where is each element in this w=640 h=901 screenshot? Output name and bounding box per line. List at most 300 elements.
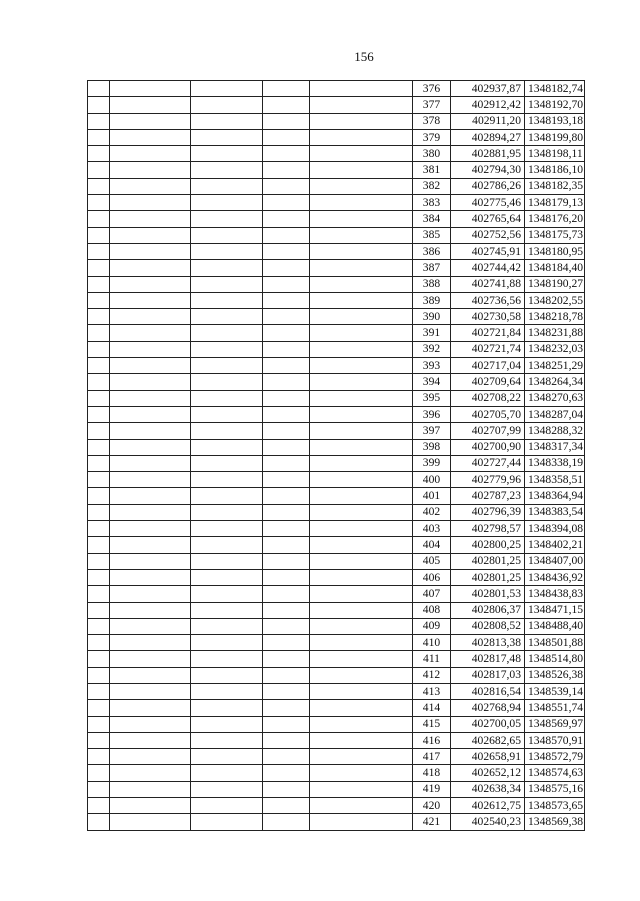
blank-cell-1 (88, 341, 110, 357)
blank-cell-1 (88, 814, 110, 830)
blank-cell-4 (263, 635, 310, 651)
blank-cell-5 (310, 700, 413, 716)
table-row (88, 162, 585, 178)
blank-cell-3 (191, 406, 263, 422)
blank-cell-4 (263, 586, 310, 602)
blank-cell-1 (88, 81, 110, 97)
blank-cell-4 (263, 292, 310, 308)
table-body (88, 81, 585, 831)
blank-cell-5 (310, 635, 413, 651)
blank-cell-4 (263, 521, 310, 537)
blank-cell-2 (110, 358, 191, 374)
table-row (88, 113, 585, 129)
x-coordinate-cell: 402721,84 (451, 325, 525, 341)
blank-cell-4 (263, 716, 310, 732)
blank-cell-2 (110, 81, 191, 97)
point-number-cell: 410 (413, 635, 451, 651)
y-coordinate-cell: 1348436,92 (525, 569, 585, 585)
y-coordinate-cell: 1348501,88 (525, 635, 585, 651)
point-number-cell: 393 (413, 358, 451, 374)
blank-cell-1 (88, 732, 110, 748)
blank-cell-1 (88, 276, 110, 292)
blank-cell-2 (110, 618, 191, 634)
blank-cell-4 (263, 325, 310, 341)
x-coordinate-cell: 402765,64 (451, 211, 525, 227)
blank-cell-2 (110, 569, 191, 585)
blank-cell-4 (263, 390, 310, 406)
y-coordinate-cell: 1348186,10 (525, 162, 585, 178)
x-coordinate-cell: 402801,25 (451, 553, 525, 569)
table-row (88, 781, 585, 797)
point-number-cell: 392 (413, 341, 451, 357)
table-row (88, 243, 585, 259)
point-number-cell: 378 (413, 113, 451, 129)
blank-cell-3 (191, 439, 263, 455)
blank-cell-4 (263, 569, 310, 585)
point-number-cell: 400 (413, 472, 451, 488)
x-coordinate-cell: 402801,53 (451, 586, 525, 602)
table-row (88, 472, 585, 488)
table-row (88, 798, 585, 814)
y-coordinate-cell: 1348288,32 (525, 423, 585, 439)
x-coordinate-cell: 402937,87 (451, 81, 525, 97)
blank-cell-2 (110, 162, 191, 178)
blank-cell-3 (191, 358, 263, 374)
x-coordinate-cell: 402736,56 (451, 292, 525, 308)
blank-cell-5 (310, 292, 413, 308)
blank-cell-5 (310, 765, 413, 781)
point-number-cell: 416 (413, 732, 451, 748)
blank-cell-1 (88, 618, 110, 634)
blank-cell-4 (263, 162, 310, 178)
blank-cell-3 (191, 97, 263, 113)
blank-cell-3 (191, 243, 263, 259)
point-number-cell: 380 (413, 146, 451, 162)
table-row (88, 390, 585, 406)
point-number-cell: 384 (413, 211, 451, 227)
blank-cell-2 (110, 309, 191, 325)
y-coordinate-cell: 1348488,40 (525, 618, 585, 634)
blank-cell-3 (191, 749, 263, 765)
table-row (88, 569, 585, 585)
blank-cell-1 (88, 586, 110, 602)
blank-cell-5 (310, 798, 413, 814)
blank-cell-5 (310, 716, 413, 732)
blank-cell-5 (310, 423, 413, 439)
y-coordinate-cell: 1348574,63 (525, 765, 585, 781)
blank-cell-3 (191, 129, 263, 145)
blank-cell-4 (263, 178, 310, 194)
y-coordinate-cell: 1348180,95 (525, 243, 585, 259)
table-row (88, 618, 585, 634)
x-coordinate-cell: 402786,26 (451, 178, 525, 194)
x-coordinate-cell: 402721,74 (451, 341, 525, 357)
blank-cell-2 (110, 781, 191, 797)
blank-cell-1 (88, 781, 110, 797)
x-coordinate-cell: 402768,94 (451, 700, 525, 716)
y-coordinate-cell: 1348175,73 (525, 227, 585, 243)
blank-cell-3 (191, 374, 263, 390)
blank-cell-4 (263, 243, 310, 259)
blank-cell-4 (263, 537, 310, 553)
point-number-cell: 406 (413, 569, 451, 585)
blank-cell-5 (310, 586, 413, 602)
point-number-cell: 385 (413, 227, 451, 243)
blank-cell-3 (191, 569, 263, 585)
x-coordinate-cell: 402705,70 (451, 406, 525, 422)
point-number-cell: 394 (413, 374, 451, 390)
point-number-cell: 397 (413, 423, 451, 439)
blank-cell-3 (191, 260, 263, 276)
table-row (88, 423, 585, 439)
blank-cell-4 (263, 406, 310, 422)
blank-cell-1 (88, 635, 110, 651)
y-coordinate-cell: 1348551,74 (525, 700, 585, 716)
blank-cell-2 (110, 667, 191, 683)
blank-cell-4 (263, 260, 310, 276)
point-number-cell: 418 (413, 765, 451, 781)
table-row (88, 341, 585, 357)
y-coordinate-cell: 1348232,03 (525, 341, 585, 357)
y-coordinate-cell: 1348251,29 (525, 358, 585, 374)
blank-cell-3 (191, 683, 263, 699)
table-row (88, 814, 585, 830)
blank-cell-4 (263, 814, 310, 830)
point-number-cell: 403 (413, 521, 451, 537)
y-coordinate-cell: 1348394,08 (525, 521, 585, 537)
blank-cell-2 (110, 146, 191, 162)
blank-cell-3 (191, 162, 263, 178)
blank-cell-3 (191, 700, 263, 716)
blank-cell-2 (110, 341, 191, 357)
y-coordinate-cell: 1348270,63 (525, 390, 585, 406)
blank-cell-3 (191, 292, 263, 308)
table-row (88, 700, 585, 716)
blank-cell-1 (88, 390, 110, 406)
point-number-cell: 404 (413, 537, 451, 553)
point-number-cell: 386 (413, 243, 451, 259)
x-coordinate-cell: 402727,44 (451, 455, 525, 471)
blank-cell-1 (88, 472, 110, 488)
y-coordinate-cell: 1348198,11 (525, 146, 585, 162)
blank-cell-5 (310, 569, 413, 585)
blank-cell-1 (88, 553, 110, 569)
blank-cell-5 (310, 358, 413, 374)
x-coordinate-cell: 402717,04 (451, 358, 525, 374)
blank-cell-4 (263, 683, 310, 699)
point-number-cell: 398 (413, 439, 451, 455)
table-row (88, 276, 585, 292)
y-coordinate-cell: 1348176,20 (525, 211, 585, 227)
table-row (88, 374, 585, 390)
x-coordinate-cell: 402808,52 (451, 618, 525, 634)
blank-cell-4 (263, 455, 310, 471)
blank-cell-2 (110, 765, 191, 781)
x-coordinate-cell: 402894,27 (451, 129, 525, 145)
x-coordinate-cell: 402752,56 (451, 227, 525, 243)
y-coordinate-cell: 1348190,27 (525, 276, 585, 292)
blank-cell-1 (88, 325, 110, 341)
blank-cell-3 (191, 521, 263, 537)
blank-cell-3 (191, 765, 263, 781)
y-coordinate-cell: 1348514,80 (525, 651, 585, 667)
blank-cell-4 (263, 618, 310, 634)
blank-cell-4 (263, 504, 310, 520)
table-row (88, 749, 585, 765)
blank-cell-1 (88, 602, 110, 618)
point-number-cell: 414 (413, 700, 451, 716)
blank-cell-3 (191, 455, 263, 471)
x-coordinate-cell: 402911,20 (451, 113, 525, 129)
table-row (88, 358, 585, 374)
blank-cell-1 (88, 129, 110, 145)
point-number-cell: 396 (413, 406, 451, 422)
blank-cell-4 (263, 195, 310, 211)
blank-cell-2 (110, 537, 191, 553)
x-coordinate-cell: 402800,25 (451, 537, 525, 553)
blank-cell-4 (263, 309, 310, 325)
blank-cell-1 (88, 260, 110, 276)
blank-cell-5 (310, 618, 413, 634)
blank-cell-5 (310, 651, 413, 667)
blank-cell-1 (88, 798, 110, 814)
blank-cell-5 (310, 211, 413, 227)
point-number-cell: 412 (413, 667, 451, 683)
blank-cell-3 (191, 309, 263, 325)
blank-cell-4 (263, 423, 310, 439)
blank-cell-1 (88, 488, 110, 504)
point-number-cell: 402 (413, 504, 451, 520)
blank-cell-1 (88, 651, 110, 667)
x-coordinate-cell: 402741,88 (451, 276, 525, 292)
blank-cell-1 (88, 227, 110, 243)
table-row (88, 651, 585, 667)
blank-cell-3 (191, 781, 263, 797)
y-coordinate-cell: 1348182,74 (525, 81, 585, 97)
blank-cell-5 (310, 406, 413, 422)
y-coordinate-cell: 1348402,21 (525, 537, 585, 553)
table-row (88, 537, 585, 553)
blank-cell-5 (310, 667, 413, 683)
table-row (88, 260, 585, 276)
y-coordinate-cell: 1348358,51 (525, 472, 585, 488)
blank-cell-5 (310, 488, 413, 504)
table-row (88, 488, 585, 504)
blank-cell-2 (110, 406, 191, 422)
blank-cell-5 (310, 749, 413, 765)
point-number-cell: 413 (413, 683, 451, 699)
y-coordinate-cell: 1348218,78 (525, 309, 585, 325)
x-coordinate-cell: 402709,64 (451, 374, 525, 390)
blank-cell-3 (191, 553, 263, 569)
blank-cell-1 (88, 309, 110, 325)
point-number-cell: 415 (413, 716, 451, 732)
blank-cell-2 (110, 211, 191, 227)
point-number-cell: 407 (413, 586, 451, 602)
table-row (88, 553, 585, 569)
point-number-cell: 391 (413, 325, 451, 341)
blank-cell-3 (191, 814, 263, 830)
blank-cell-5 (310, 309, 413, 325)
table-row (88, 178, 585, 194)
blank-cell-4 (263, 341, 310, 357)
table-row (88, 635, 585, 651)
blank-cell-4 (263, 113, 310, 129)
x-coordinate-cell: 402801,25 (451, 569, 525, 585)
blank-cell-2 (110, 97, 191, 113)
x-coordinate-cell: 402652,12 (451, 765, 525, 781)
blank-cell-4 (263, 602, 310, 618)
blank-cell-1 (88, 683, 110, 699)
blank-cell-3 (191, 732, 263, 748)
x-coordinate-cell: 402796,39 (451, 504, 525, 520)
blank-cell-2 (110, 390, 191, 406)
point-number-cell: 411 (413, 651, 451, 667)
y-coordinate-cell: 1348407,00 (525, 553, 585, 569)
blank-cell-5 (310, 325, 413, 341)
blank-cell-3 (191, 325, 263, 341)
y-coordinate-cell: 1348526,38 (525, 667, 585, 683)
blank-cell-5 (310, 472, 413, 488)
x-coordinate-cell: 402708,22 (451, 390, 525, 406)
blank-cell-4 (263, 227, 310, 243)
table-row (88, 439, 585, 455)
blank-cell-5 (310, 243, 413, 259)
table-row (88, 683, 585, 699)
y-coordinate-cell: 1348539,14 (525, 683, 585, 699)
table-row (88, 325, 585, 341)
y-coordinate-cell: 1348572,79 (525, 749, 585, 765)
blank-cell-4 (263, 765, 310, 781)
blank-cell-1 (88, 358, 110, 374)
blank-cell-2 (110, 439, 191, 455)
y-coordinate-cell: 1348569,97 (525, 716, 585, 732)
x-coordinate-cell: 402817,48 (451, 651, 525, 667)
table-row (88, 602, 585, 618)
blank-cell-1 (88, 765, 110, 781)
y-coordinate-cell: 1348193,18 (525, 113, 585, 129)
y-coordinate-cell: 1348570,91 (525, 732, 585, 748)
blank-cell-2 (110, 292, 191, 308)
x-coordinate-cell: 402813,38 (451, 635, 525, 651)
point-number-cell: 399 (413, 455, 451, 471)
x-coordinate-cell: 402779,96 (451, 472, 525, 488)
point-number-cell: 419 (413, 781, 451, 797)
x-coordinate-cell: 402745,91 (451, 243, 525, 259)
point-number-cell: 388 (413, 276, 451, 292)
blank-cell-5 (310, 162, 413, 178)
point-number-cell: 401 (413, 488, 451, 504)
blank-cell-1 (88, 716, 110, 732)
y-coordinate-cell: 1348317,34 (525, 439, 585, 455)
x-coordinate-cell: 402540,23 (451, 814, 525, 830)
table-row (88, 521, 585, 537)
point-number-cell: 390 (413, 309, 451, 325)
blank-cell-3 (191, 602, 263, 618)
blank-cell-3 (191, 146, 263, 162)
blank-cell-4 (263, 81, 310, 97)
point-number-cell: 377 (413, 97, 451, 113)
table-row (88, 292, 585, 308)
x-coordinate-cell: 402707,99 (451, 423, 525, 439)
y-coordinate-cell: 1348575,16 (525, 781, 585, 797)
y-coordinate-cell: 1348184,40 (525, 260, 585, 276)
x-coordinate-cell: 402775,46 (451, 195, 525, 211)
blank-cell-4 (263, 129, 310, 145)
blank-cell-3 (191, 667, 263, 683)
blank-cell-3 (191, 390, 263, 406)
y-coordinate-cell: 1348438,83 (525, 586, 585, 602)
blank-cell-3 (191, 423, 263, 439)
blank-cell-2 (110, 374, 191, 390)
blank-cell-3 (191, 178, 263, 194)
point-number-cell: 417 (413, 749, 451, 765)
blank-cell-4 (263, 749, 310, 765)
blank-cell-1 (88, 504, 110, 520)
blank-cell-4 (263, 798, 310, 814)
blank-cell-5 (310, 781, 413, 797)
blank-cell-1 (88, 97, 110, 113)
blank-cell-1 (88, 292, 110, 308)
blank-cell-1 (88, 455, 110, 471)
blank-cell-2 (110, 814, 191, 830)
blank-cell-3 (191, 195, 263, 211)
page-number: 156 (354, 49, 374, 64)
blank-cell-3 (191, 341, 263, 357)
table-row (88, 195, 585, 211)
coordinates-table-container (87, 80, 585, 831)
y-coordinate-cell: 1348471,15 (525, 602, 585, 618)
x-coordinate-cell: 402817,03 (451, 667, 525, 683)
blank-cell-5 (310, 814, 413, 830)
blank-cell-4 (263, 211, 310, 227)
blank-cell-3 (191, 472, 263, 488)
table-row (88, 504, 585, 520)
blank-cell-5 (310, 97, 413, 113)
blank-cell-4 (263, 358, 310, 374)
blank-cell-3 (191, 635, 263, 651)
blank-cell-4 (263, 553, 310, 569)
x-coordinate-cell: 402794,30 (451, 162, 525, 178)
blank-cell-2 (110, 455, 191, 471)
blank-cell-5 (310, 178, 413, 194)
blank-cell-1 (88, 195, 110, 211)
y-coordinate-cell: 1348199,80 (525, 129, 585, 145)
point-number-cell: 408 (413, 602, 451, 618)
blank-cell-3 (191, 488, 263, 504)
blank-cell-3 (191, 716, 263, 732)
blank-cell-5 (310, 129, 413, 145)
blank-cell-4 (263, 732, 310, 748)
table-row (88, 81, 585, 97)
point-number-cell: 387 (413, 260, 451, 276)
table-row (88, 732, 585, 748)
y-coordinate-cell: 1348182,35 (525, 178, 585, 194)
blank-cell-4 (263, 472, 310, 488)
blank-cell-1 (88, 146, 110, 162)
blank-cell-4 (263, 781, 310, 797)
blank-cell-2 (110, 472, 191, 488)
x-coordinate-cell: 402730,58 (451, 309, 525, 325)
x-coordinate-cell: 402912,42 (451, 97, 525, 113)
blank-cell-2 (110, 488, 191, 504)
blank-cell-3 (191, 276, 263, 292)
blank-cell-4 (263, 146, 310, 162)
blank-cell-2 (110, 700, 191, 716)
blank-cell-1 (88, 537, 110, 553)
blank-cell-5 (310, 227, 413, 243)
point-number-cell: 420 (413, 798, 451, 814)
